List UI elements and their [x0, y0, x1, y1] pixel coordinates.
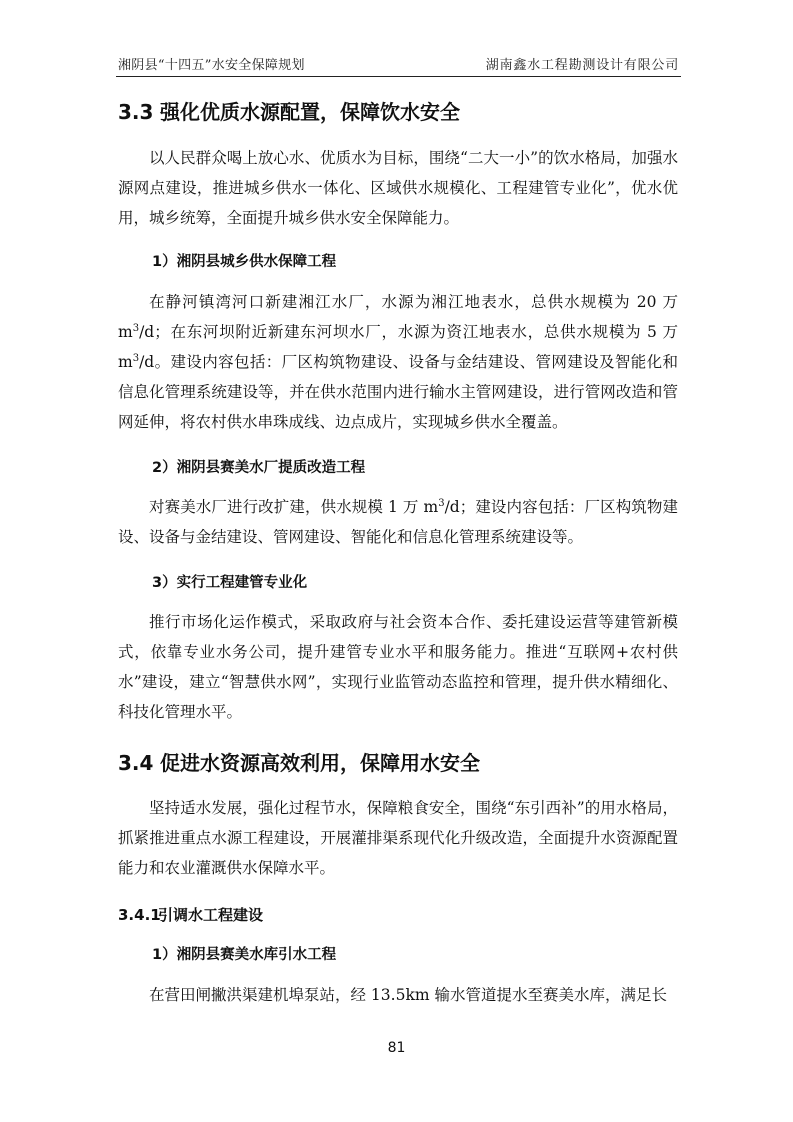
header-company-name: 湖南鑫水工程勘测设计有限公司: [485, 58, 679, 73]
subsection-number: 3.4.1: [118, 906, 161, 924]
item-heading-urban-rural-water-supply: 1）湘阴县城乡供水保障工程: [152, 254, 337, 270]
section-title: 强化优质水源配置，保障饮水安全: [160, 100, 460, 124]
page-header: [118, 52, 679, 72]
page-number: 81: [387, 1040, 406, 1056]
paragraph-saimei-reservoir-diversion: 在营田闸撇洪渠建机埠泵站，经 13.5km 输水管道提水至赛美水库，满足长: [149, 986, 667, 1004]
section-number: 3.4: [118, 751, 154, 775]
paragraph-saimei-plant-upgrade: 对赛美水厂进行改扩建，供水规模 1 万 $m^3/d$；建设内容包括：厂区构筑物建设、设备与金结建设、管网建设、智能化和信息化管理系统建设等。: [118, 497, 678, 546]
subsection-title: 引调水工程建设: [158, 906, 264, 924]
section-number: 3.3: [118, 100, 154, 124]
paragraph-urban-rural-water-supply: 在静河镇湾河口新建湘江水厂，水源为湘江地表水，总供水规模为 20 万 $m^3/d$；在东河坝附近新建东河坝水厂，水源为资江地表水，总供水规模为 5 万 $m^3/d$。建设内容包括：厂区构筑物建设、设备与金结建设、管网建设及智能化和信息化管理系统建设等，并在供水范围内进行输水主管网建设，进行管网改造和管网延伸，将农村供水串珠成线、边点成片，实现城乡供水全覆盖。: [118, 293, 678, 431]
item-heading-saimei-plant-upgrade: 2）湘阴县赛美水厂提质改造工程: [152, 460, 366, 476]
section-title: 促进水资源高效利用，保障用水安全: [160, 751, 480, 775]
subsection-heading-3-4-1: [118, 904, 263, 925]
item-heading-saimei-reservoir-diversion: 1）湘阴县赛美水库引水工程: [152, 947, 337, 963]
paragraph-3-4-intro: 坚持适水发展，强化过程节水，保障粮食安全，围绕“东引西补”的用水格局，抓紧推进重点水源工程建设，开展灌排渠系现代化升级改造，全面提升水资源配置能力和农业灌溉供水保障水平。: [118, 799, 678, 877]
header-document-title: 湘阴县“十四五”水安全保障规划: [118, 58, 305, 73]
paragraph-professional-management: 推行市场化运作模式，采取政府与社会资本合作、委托建设运营等建管新模式，依靠专业水务公司，提升建管专业水平和服务能力。推进“互联网+农村供水”建设，建立“智慧供水网”，实现行业监管动态监控和管理，提升供水精细化、科技化管理水平。: [118, 613, 678, 721]
header-divider: [116, 76, 681, 77]
item-heading-professional-management: 3）实行工程建管专业化: [152, 575, 308, 591]
paragraph-3-3-intro: 以人民群众喝上放心水、优质水为目标，围绕“二大一小”的饮水格局，加强水源网点建设，推进城乡供水一体化、区域供水规模化、工程建管专业化”，优水优用，城乡统筹，全面提升城乡供水安全保障能力。: [118, 149, 678, 227]
section-heading-3-4: [118, 747, 480, 776]
section-heading-3-3: [118, 96, 460, 125]
